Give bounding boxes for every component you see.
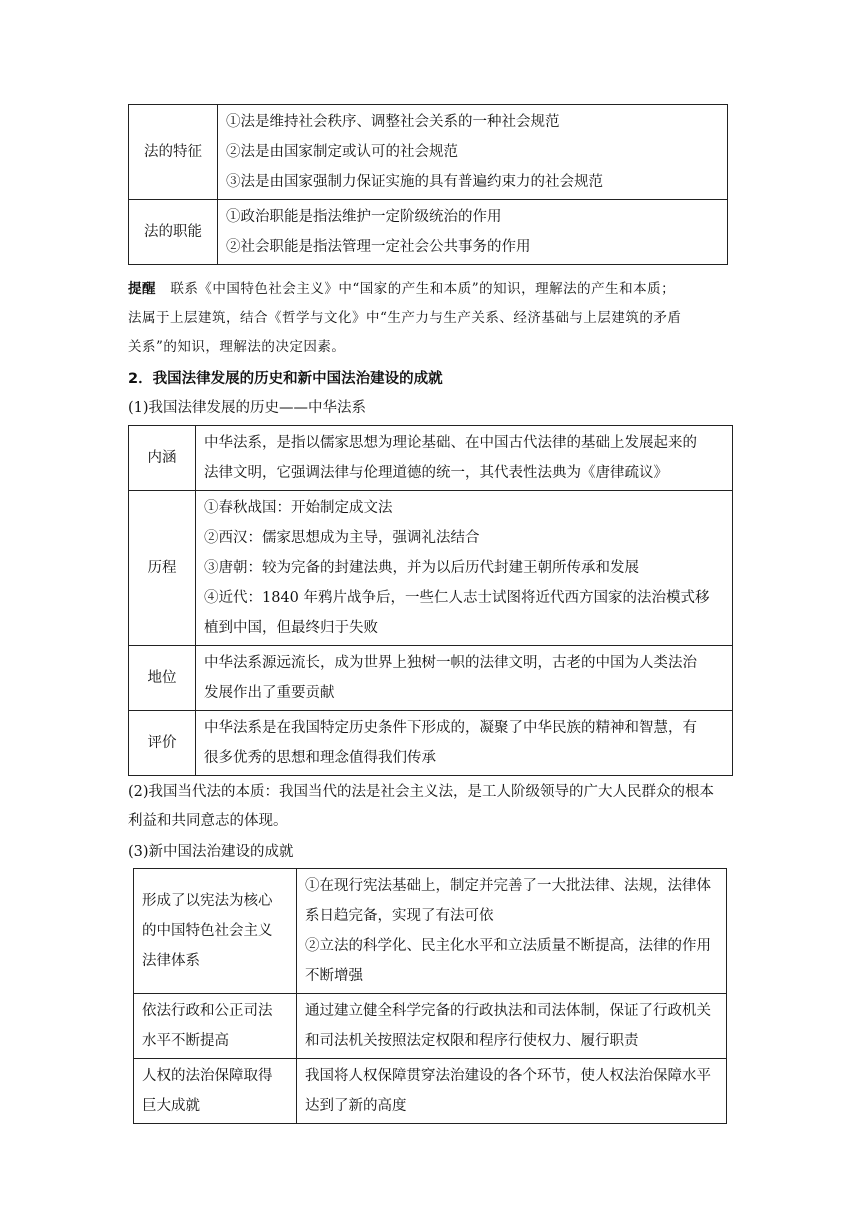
tip-keyword: 提醒 bbox=[128, 281, 156, 297]
content-line: 通过建立健全科学完备的行政执法和司法体制，保证了行政机关 bbox=[305, 1003, 711, 1019]
label-line: 巨大成就 bbox=[142, 1098, 200, 1114]
row-content bbox=[297, 994, 727, 1059]
table-row bbox=[129, 426, 733, 491]
row-label bbox=[134, 994, 297, 1059]
label-line: 水平不断提高 bbox=[142, 1033, 229, 1049]
row-content bbox=[297, 1059, 727, 1124]
content-line: ①在现行宪法基础上，制定并完善了一大批法律、法规，法律体 bbox=[305, 878, 711, 894]
paragraph-line: 利益和共同意志的体现。 bbox=[128, 813, 288, 829]
content-line: ①法是维持社会秩序、调整社会关系的一种社会规范 bbox=[226, 114, 560, 130]
table-row bbox=[129, 711, 733, 776]
row-content bbox=[196, 711, 733, 776]
table-row bbox=[134, 869, 727, 994]
row-label: 法的特征 bbox=[129, 105, 218, 200]
content-line: 中华法系源远流长，成为世界上独树一帜的法律文明，古老的中国为人类法治 bbox=[204, 655, 697, 671]
row-content bbox=[218, 105, 728, 200]
rule-of-law-achievements-table bbox=[133, 868, 727, 1124]
table-row bbox=[129, 491, 733, 646]
content-line: ③唐朝：较为完备的封建法典，并为以后历代封建王朝所传承和发展 bbox=[204, 560, 639, 576]
table-row bbox=[129, 105, 728, 200]
tip-line bbox=[128, 275, 738, 304]
content-line: ②立法的科学化、民主化水平和立法质量不断提高，法律的作用 bbox=[305, 938, 711, 954]
row-label: 法的职能 bbox=[129, 200, 218, 265]
row-label: 评价 bbox=[129, 711, 196, 776]
content-line: 很多优秀的思想和理念值得我们传承 bbox=[204, 750, 436, 766]
row-label: 历程 bbox=[129, 491, 196, 646]
label-line: 形成了以宪法为核心 bbox=[142, 893, 273, 909]
tip-line-1: 联系《中国特色社会主义》中“国家的产生和本质”的知识，理解法的产生和本质； bbox=[170, 281, 676, 297]
section-heading: 2．我国法律发展的历史和新中国法治建设的成就 bbox=[128, 371, 443, 387]
row-label bbox=[134, 1059, 297, 1124]
paragraph-line: (2)我国当代法的本质：我国当代的法是社会主义法，是工人阶级领导的广大人民群众的根本 bbox=[128, 784, 715, 800]
row-label: 内涵 bbox=[129, 426, 196, 491]
content-line: ②西汉：儒家思想成为主导，强调礼法结合 bbox=[204, 530, 480, 546]
table-row bbox=[134, 994, 727, 1059]
label-line: 依法行政和公正司法 bbox=[142, 1003, 273, 1019]
row-label bbox=[134, 869, 297, 994]
content-line: 系日趋完备，实现了有法可依 bbox=[305, 908, 494, 924]
contemporary-law-paragraph bbox=[128, 778, 738, 836]
law-features-table bbox=[128, 104, 728, 265]
content-line: 发展作出了重要贡献 bbox=[204, 685, 335, 701]
content-line: 和司法机关按照法定权限和程序行使权力、履行职责 bbox=[305, 1033, 639, 1049]
content-line: 中华法系，是指以儒家思想为理论基础、在中国古代法律的基础上发展起来的 bbox=[204, 435, 697, 451]
table-row bbox=[134, 1059, 727, 1124]
content-line: 中华法系是在我国特定历史条件下形成的，凝聚了中华民族的精神和智慧，有 bbox=[204, 720, 697, 736]
content-line: 植到中国，但最终归于失败 bbox=[204, 620, 378, 636]
table-row bbox=[129, 200, 728, 265]
label-line: 法律体系 bbox=[142, 953, 200, 969]
content-line: ④近代：1840 年鸦片战争后，一些仁人志士试图将近代西方国家的法治模式移 bbox=[204, 590, 710, 606]
label-line: 人权的法治保障取得 bbox=[142, 1068, 273, 1084]
content-line: 我国将人权保障贯穿法治建设的各个环节，使人权法治保障水平 bbox=[305, 1068, 711, 1084]
content-line: 不断增强 bbox=[305, 968, 363, 984]
row-content bbox=[218, 200, 728, 265]
tip-paragraph bbox=[128, 275, 738, 362]
chinese-legal-system-table bbox=[128, 425, 733, 776]
table-row bbox=[129, 646, 733, 711]
label-line: 的中国特色社会主义 bbox=[142, 923, 273, 939]
tip-line-2: 法属于上层建筑，结合《哲学与文化》中“生产力与生产关系、经济基础与上层建筑的矛盾 bbox=[128, 310, 682, 326]
content-line: 达到了新的高度 bbox=[305, 1098, 407, 1114]
content-line: ①政治职能是指法维护一定阶级统治的作用 bbox=[226, 209, 502, 225]
subsection-title: (3)新中国法治建设的成就 bbox=[128, 844, 294, 860]
subsection-title: (1)我国法律发展的历史——中华法系 bbox=[128, 400, 367, 416]
row-content bbox=[196, 426, 733, 491]
content-line: ①春秋战国：开始制定成文法 bbox=[204, 500, 393, 516]
row-content bbox=[196, 491, 733, 646]
tip-line-3: 关系”的知识，理解法的决定因素。 bbox=[128, 339, 346, 355]
content-line: 法律文明，它强调法律与伦理道德的统一，其代表性法典为《唐律疏议》 bbox=[204, 465, 668, 481]
row-content bbox=[297, 869, 727, 994]
row-content bbox=[196, 646, 733, 711]
content-line: ②社会职能是指法管理一定社会公共事务的作用 bbox=[226, 239, 531, 255]
content-line: ③法是由国家强制力保证实施的具有普遍约束力的社会规范 bbox=[226, 174, 603, 190]
row-label: 地位 bbox=[129, 646, 196, 711]
content-line: ②法是由国家制定或认可的社会规范 bbox=[226, 144, 458, 160]
